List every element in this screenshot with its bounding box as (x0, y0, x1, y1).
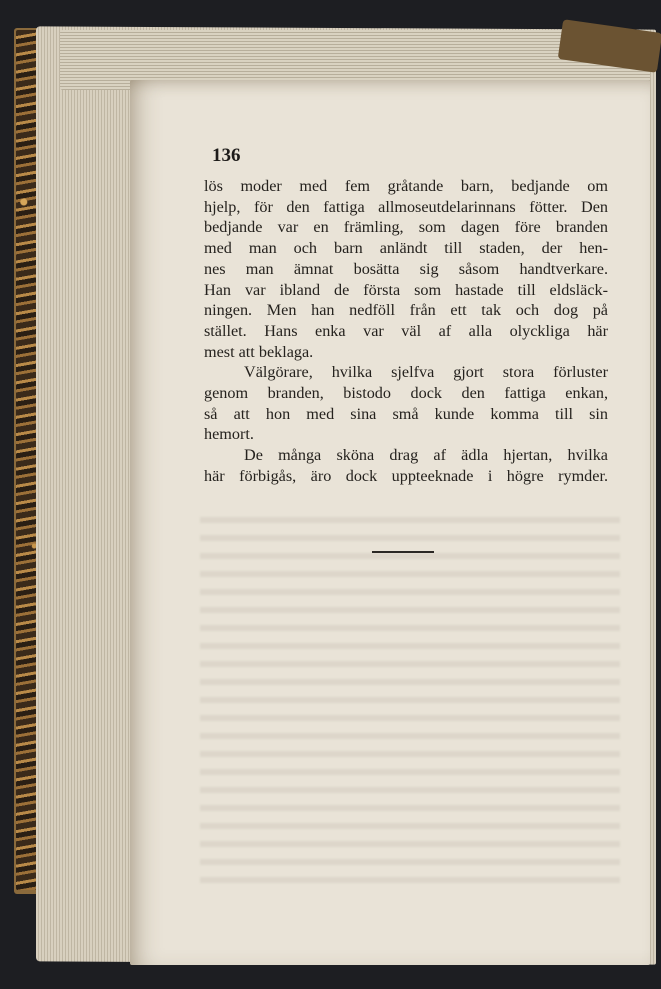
text-line: ningen. Men han nedföll från ett tak och dog på (204, 301, 608, 320)
text-line: stället. Hans enka var väl af alla olyckliga här (204, 321, 608, 340)
show-through-text (200, 505, 620, 885)
text-line: lös moder med fem gråtande barn, bedjande om (204, 177, 608, 195)
text-line: bedjande var en främling, som dagen före branden (204, 218, 608, 237)
text-line: hemort. (204, 425, 254, 444)
text-line: De många sköna drag af ädla hjertan, hvilka (244, 446, 608, 465)
text-line: så att hon med sina små kunde komma till sin (204, 404, 608, 423)
body-text (204, 176, 608, 487)
text-line: Välgörare, hvilka sjelfva gjort stora förluster (244, 363, 608, 382)
text-line: mest att beklaga. (204, 342, 314, 361)
text-line: här förbigås, äro dock uppteeknade i högre rymder. (204, 466, 608, 485)
text-line: nes man ämnat bosätta sig såsom handtverkare. (204, 259, 608, 278)
text-line: hjelp, för den fattiga allmoseutdelarinnans fötter. Den (204, 197, 608, 216)
text-line: med man och barn anländt till staden, der hen- (204, 239, 608, 258)
section-rule (372, 551, 434, 553)
page-number: 136 (212, 145, 241, 166)
text-line: genom branden, bistodo dock den fattiga enkan, (204, 384, 608, 403)
text-line: Han var ibland de första som hastade till eldsläck- (204, 280, 608, 299)
